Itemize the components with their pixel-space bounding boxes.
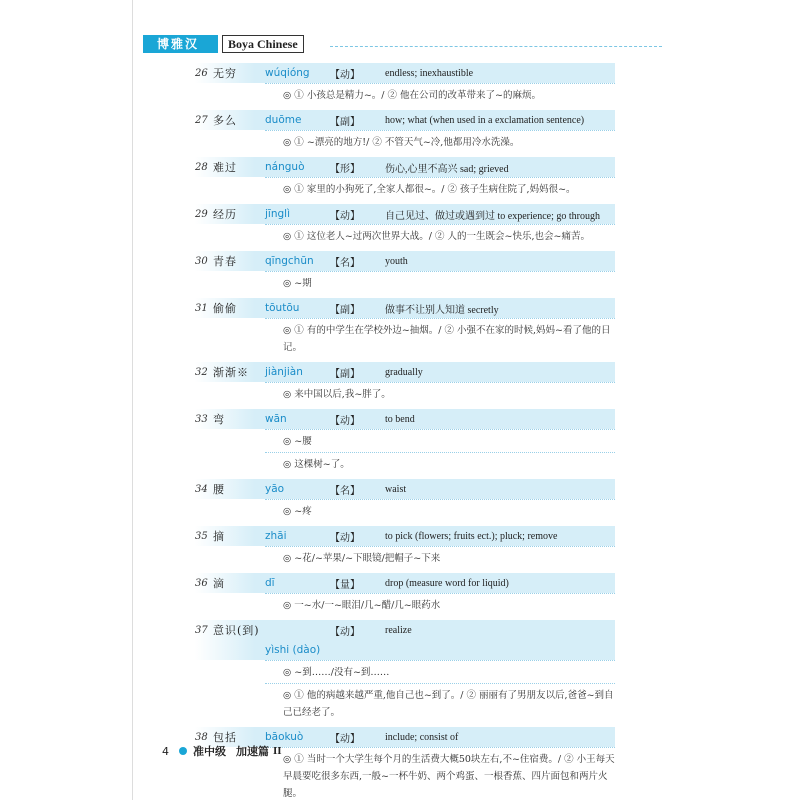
bullet-dot-icon (179, 747, 187, 755)
vocabulary-list (195, 63, 615, 808)
part-of-speech: 【量】 (330, 579, 360, 591)
example-sentence: ◎ ① 这位老人~过两次世界大战。/ ② 人的一生既会~快乐,也会~痛苦。 (195, 224, 615, 247)
entry-number: 28 (195, 161, 208, 173)
headword: 意识(到) (213, 624, 260, 637)
level-label: 准中级 (193, 745, 226, 758)
entry-number: 26 (195, 67, 208, 79)
part-of-speech: 【动】 (330, 415, 360, 427)
series-title-cn: 博雅汉语 (143, 35, 218, 53)
definition: include; consist of (385, 731, 459, 743)
headword: 滴 (213, 577, 225, 590)
headword: 难过 (213, 161, 237, 174)
sub-pinyin-row (195, 640, 615, 660)
book-label: 加速篇 (236, 745, 269, 758)
pinyin: qīngchūn (265, 255, 314, 267)
definition: 做事不让别人知道 secretly (385, 304, 499, 316)
entry-number: 37 (195, 624, 208, 636)
definition: to pick (flowers; fruits ect.); pluck; remove (385, 530, 558, 542)
entry-number: 32 (195, 366, 208, 378)
part-of-speech: 【动】 (330, 69, 360, 81)
page-number: 4 (162, 744, 169, 758)
pinyin: duōme (265, 114, 302, 126)
example-sentence: ◎ ① 小孩总是精力~。/ ② 他在公司的改革带来了~的麻烦。 (195, 83, 615, 106)
definition: how; what (when used in a exclamation sentence) (385, 114, 585, 126)
headword-row (195, 409, 615, 429)
headword: 包括 (213, 731, 237, 744)
headword: 偷偷 (213, 302, 237, 315)
vocab-entry (195, 63, 615, 106)
example-sentence: ◎ ~花/~苹果/~下眼镜/把帽子~下来 (195, 546, 615, 569)
pinyin: zhāi (265, 530, 287, 542)
header-divider (330, 46, 662, 47)
example-sentence: ◎ ~腰 (195, 429, 615, 452)
entry-number: 36 (195, 577, 208, 589)
entry-number: 29 (195, 208, 208, 220)
example-sentence: ◎ 这棵树~了。 (195, 452, 615, 475)
example-sentence: ◎ ~期 (195, 271, 615, 294)
headword: 青春 (213, 255, 237, 268)
vocab-entry (195, 573, 615, 616)
definition: waist (385, 483, 407, 495)
headword: 多么 (213, 114, 237, 127)
example-sentence: ◎ 来中国以后,我~胖了。 (195, 382, 615, 405)
entry-number: 31 (195, 302, 208, 314)
headword: 经历 (213, 208, 237, 221)
vocab-entry (195, 409, 615, 475)
pinyin: jiànjiàn (265, 366, 303, 378)
definition: to bend (385, 413, 415, 425)
definition: youth (385, 255, 408, 267)
definition: endless; inexhaustible (385, 67, 474, 79)
volume-label: II (273, 745, 282, 757)
headword: 腰 (213, 483, 225, 496)
vocab-entry (195, 298, 615, 358)
pinyin: yìshi (dào) (265, 644, 321, 656)
vocab-entry (195, 727, 615, 804)
entry-number: 38 (195, 731, 208, 743)
headword-row (195, 251, 615, 271)
pinyin: nánguò (265, 161, 305, 173)
definition: 伤心,心里不高兴 sad; grieved (385, 163, 509, 175)
entry-number: 34 (195, 483, 208, 495)
headword-row (195, 157, 615, 177)
headword: 渐渐※ (213, 366, 249, 379)
headword-row (195, 526, 615, 546)
headword-row (195, 479, 615, 499)
vocab-entry (195, 526, 615, 569)
series-title-en: Boya Chinese (222, 35, 304, 53)
example-sentence: ◎ ① 当时一个大学生每个月的生活费大概50块左右,不~住宿费。/ ② 小王每天早晨要吃很多东西,一般~一杯牛奶、两个鸡蛋、一根香蕉、四片面包和两片火腿。 (195, 747, 615, 804)
definition: drop (measure word for liquid) (385, 577, 509, 589)
definition: gradually (385, 366, 423, 378)
vocab-entry (195, 479, 615, 522)
part-of-speech: 【动】 (330, 733, 360, 745)
headword-row (195, 298, 615, 318)
pinyin: wān (265, 413, 287, 425)
part-of-speech: 【形】 (330, 163, 360, 175)
entry-number: 30 (195, 255, 208, 267)
example-sentence: ◎ ① 家里的小狗死了,全家人都很~。/ ② 孩子生病住院了,妈妈很~。 (195, 177, 615, 200)
vocab-entry (195, 251, 615, 294)
part-of-speech: 【副】 (330, 116, 360, 128)
vocab-entry (195, 620, 615, 723)
headword: 弯 (213, 413, 225, 426)
pinyin: dī (265, 577, 275, 589)
page-footer (162, 743, 282, 759)
part-of-speech: 【副】 (330, 368, 360, 380)
headword-row (195, 620, 615, 640)
part-of-speech: 【动】 (330, 626, 360, 638)
headword-row (195, 110, 615, 130)
margin-line (132, 0, 133, 800)
entry-number: 35 (195, 530, 208, 542)
pinyin: wúqióng (265, 67, 310, 79)
definition: realize (385, 624, 412, 636)
entry-number: 27 (195, 114, 208, 126)
vocab-entry (195, 362, 615, 405)
page-header (143, 35, 304, 69)
pinyin: yāo (265, 483, 285, 495)
vocab-entry (195, 157, 615, 200)
example-sentence: ◎ ① 有的中学生在学校外边~抽烟。/ ② 小强不在家的时候,妈妈~看了他的日记。 (195, 318, 615, 358)
entry-number: 33 (195, 413, 208, 425)
headword-row (195, 63, 615, 83)
part-of-speech: 【动】 (330, 532, 360, 544)
pinyin: tōutōu (265, 302, 300, 314)
headword: 无穷 (213, 67, 237, 80)
example-sentence: ◎ 一~水/一~眼泪/几~醋/几~眼药水 (195, 593, 615, 616)
example-sentence: ◎ ~到……/没有~到…… (195, 660, 615, 683)
part-of-speech: 【副】 (330, 304, 360, 316)
part-of-speech: 【名】 (330, 485, 360, 497)
headword: 摘 (213, 530, 225, 543)
pinyin: jīnglì (265, 208, 290, 220)
part-of-speech: 【名】 (330, 257, 360, 269)
example-sentence: ◎ ~疼 (195, 499, 615, 522)
vocab-entry (195, 110, 615, 153)
vocab-entry (195, 204, 615, 247)
example-sentence: ◎ ① ~漂亮的地方!/ ② 不管天气~冷,他都用冷水洗澡。 (195, 130, 615, 153)
pinyin: bāokuò (265, 731, 304, 743)
headword-row (195, 204, 615, 224)
example-sentence: ◎ ① 他的病越来越严重,他自己也~到了。/ ② 丽丽有了男朋友以后,爸爸~到自己已经老了。 (195, 683, 615, 723)
definition: 自己见过、做过或遇到过 to experience; go through (385, 210, 600, 222)
headword-row (195, 573, 615, 593)
part-of-speech: 【动】 (330, 210, 360, 222)
headword-row (195, 362, 615, 382)
